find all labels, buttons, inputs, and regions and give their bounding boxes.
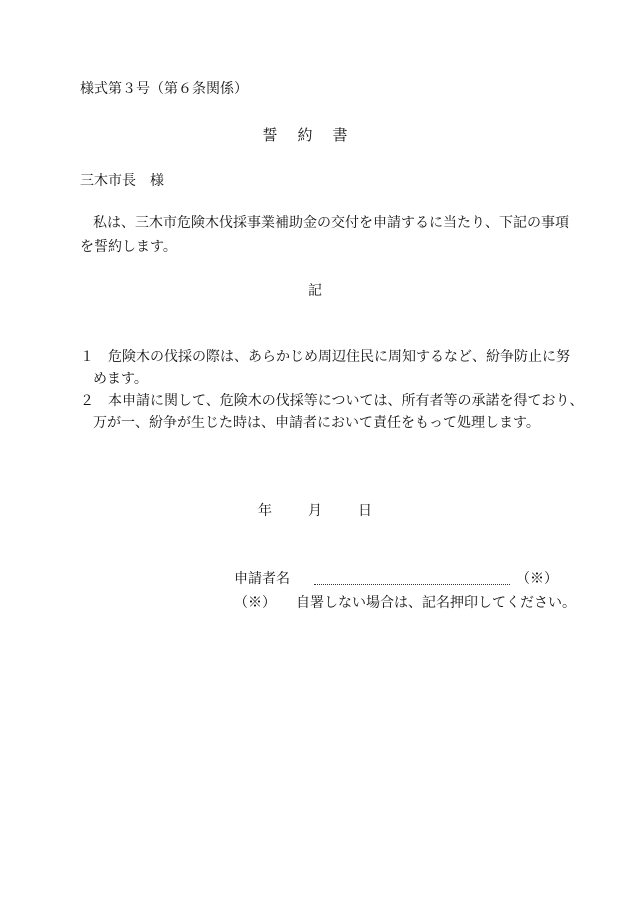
date-day: 日 — [358, 503, 372, 519]
addressee: 三木市長 様 — [80, 173, 164, 189]
item-1-number: １ — [80, 349, 94, 365]
note-row — [234, 594, 576, 612]
item-1-text-line-1: 危険木の伐採の際は、あらかじめ周辺住民に周知するなど、紛争防止に努 — [108, 349, 570, 365]
date-year: 年 — [258, 503, 272, 519]
item-2-text-line-2: 万が一、紛争が生じた時は、申請者において責任をもって処理します。 — [93, 415, 540, 431]
item-2 — [80, 392, 583, 410]
item-1-text-line-2: めます。 — [93, 371, 148, 387]
note-text: 自署しない場合は、記名押印してください。 — [296, 595, 576, 611]
date-month: 月 — [308, 503, 322, 519]
form-number: 様式第３号（第６条関係） — [80, 81, 248, 97]
date-line — [0, 502, 630, 520]
body-text-line-2: を誓約します。 — [80, 239, 177, 255]
item-1 — [80, 348, 570, 366]
item-2-number: ２ — [80, 393, 94, 409]
applicant-mark: （※） — [516, 571, 558, 587]
body-text-line-1: 私は、三木市危険木伐採事業補助金の交付を申請するに当たり、下記の事項 — [93, 215, 569, 231]
applicant-label: 申請者名 — [234, 571, 290, 587]
note-mark: （※） — [234, 595, 276, 611]
item-2-text-line-1: 本申請に関して、危険木の伐採等については、所有者等の承諾を得ており、 — [108, 393, 584, 409]
ki-heading: 記 — [308, 283, 322, 299]
applicant-row — [234, 570, 558, 588]
document-title: 誓約書 — [262, 126, 368, 144]
applicant-signature-line[interactable] — [314, 574, 510, 585]
